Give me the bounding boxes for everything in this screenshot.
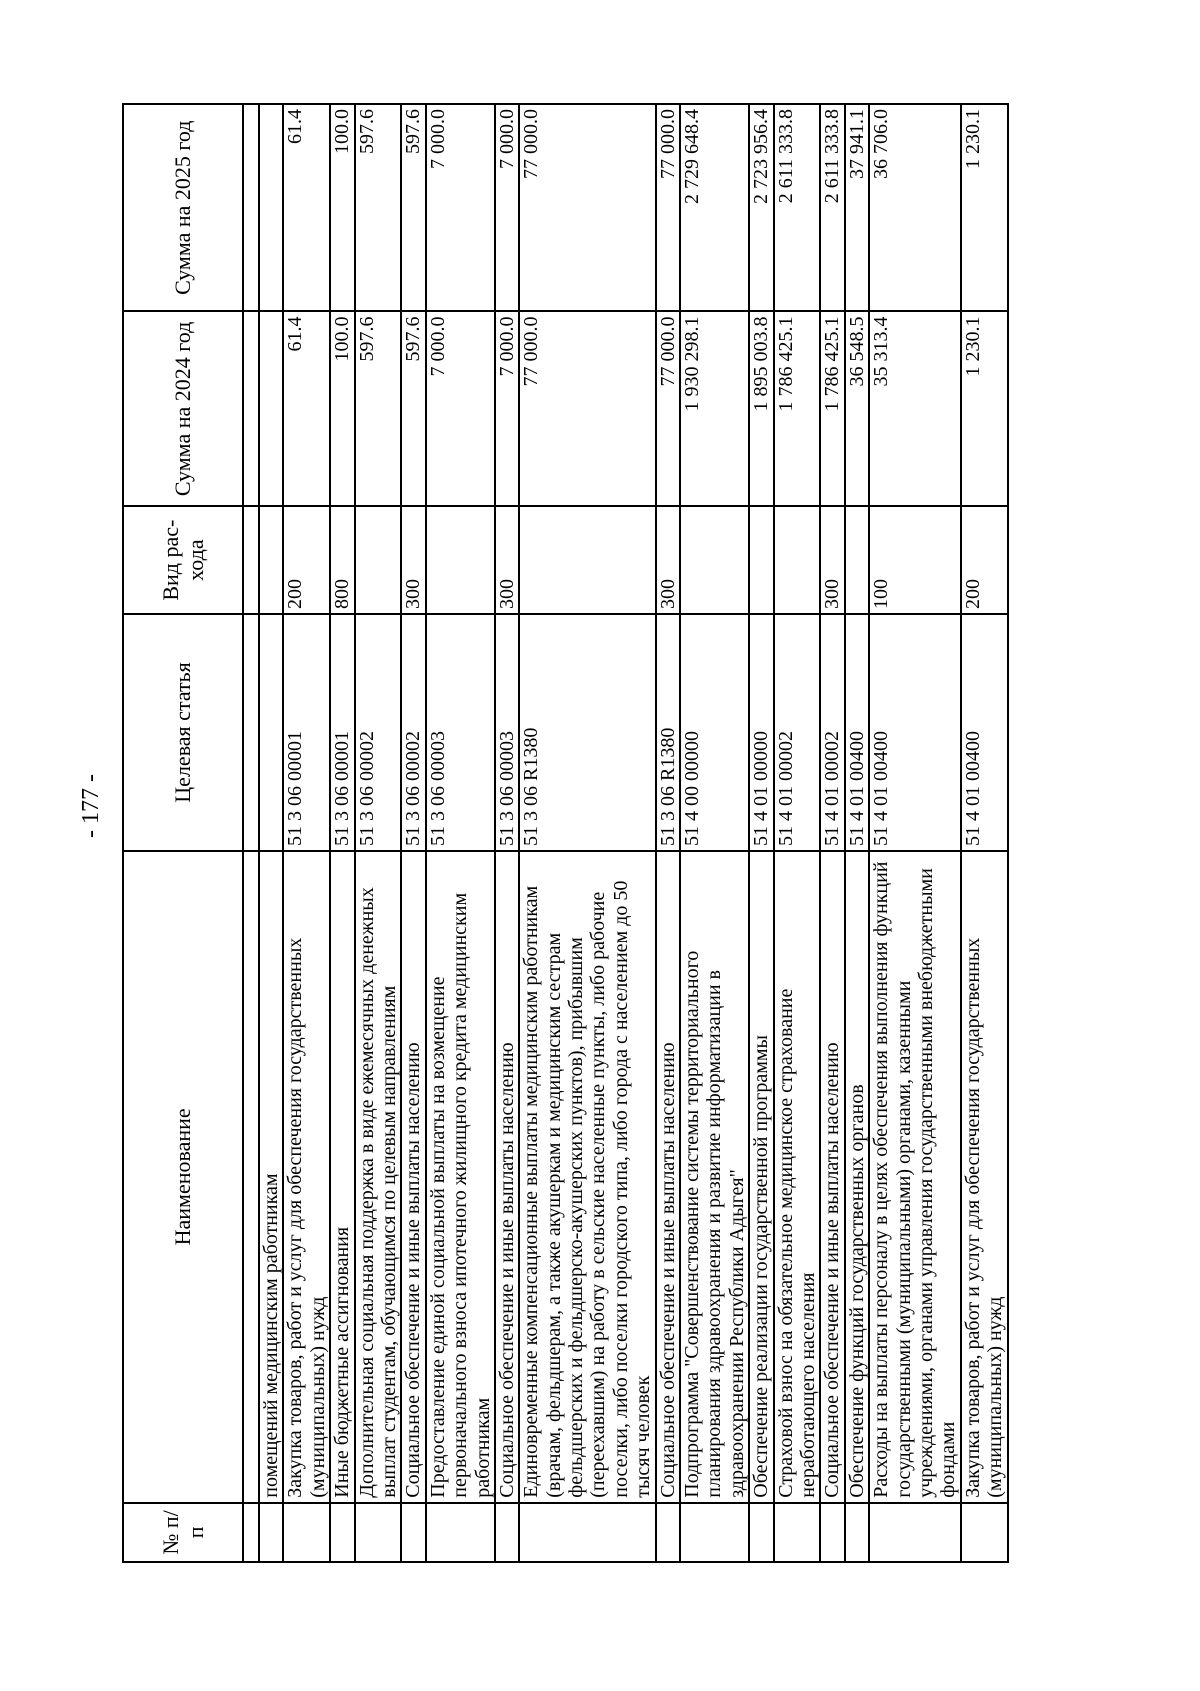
row-num xyxy=(355,1503,402,1562)
table-row xyxy=(259,104,283,1562)
table-row xyxy=(401,104,425,1562)
row-num xyxy=(749,1503,773,1562)
header-spacer-row xyxy=(243,104,259,1562)
row-article: 51 4 01 00000 xyxy=(749,614,773,851)
row-num xyxy=(426,1503,495,1562)
table-row xyxy=(355,104,402,1562)
header-article: Целевая статья xyxy=(123,614,243,851)
row-sum-2025: 2 729 648.4 xyxy=(680,104,749,311)
row-article: 51 3 06 00003 xyxy=(495,614,519,851)
row-name: помещений медицинским работникам xyxy=(259,851,283,1503)
row-sum-2025: 37 941.1 xyxy=(845,104,869,311)
table-row xyxy=(283,104,330,1562)
row-sum-2024: 77 000.0 xyxy=(519,311,655,506)
row-name: Дополнительная социальная поддержка в виде ежемесячных денежных выплат студентам, обучающимся по целевым направлениям xyxy=(355,851,402,1503)
row-sum-2024: 1 930 298.1 xyxy=(680,311,749,506)
budget-table xyxy=(122,103,1009,1563)
row-name: Социальное обеспечение и иные выплаты населению xyxy=(656,851,680,1503)
row-sum-2024: 36 548.5 xyxy=(845,311,869,506)
row-expense: 800 xyxy=(330,506,354,614)
table-header-row xyxy=(123,104,243,1562)
row-sum-2025: 1 230.1 xyxy=(961,104,1008,311)
table-row xyxy=(426,104,495,1562)
row-expense: 300 xyxy=(495,506,519,614)
row-article: 51 3 06 00002 xyxy=(401,614,425,851)
row-sum-2024: 1 230.1 xyxy=(961,311,1008,506)
row-expense: 200 xyxy=(961,506,1008,614)
row-article: 51 4 01 00400 xyxy=(845,614,869,851)
row-article: 51 4 01 00002 xyxy=(774,614,821,851)
row-name: Социальное обеспечение и иные выплаты населению xyxy=(820,851,844,1503)
row-sum-2024: 100.0 xyxy=(330,311,354,506)
row-sum-2024: 1 895 003.8 xyxy=(749,311,773,506)
row-sum-2024: 1 786 425.1 xyxy=(774,311,821,506)
header-sum-2024: Сумма на 2024 год xyxy=(123,311,243,506)
row-article: 51 3 06 R1380 xyxy=(656,614,680,851)
table-row xyxy=(495,104,519,1562)
row-name: Единовременные компенсационные выплаты медицинским работникам (врачам, фельдшерам, а также акушеркам и медицинским сестрам фельдшерских и фельдшерско-акушерских пунктов), прибывшим (переехавшим) на работу в сельские населенные пункты, либо рабочие поселки, либо поселки городского типа, либо города с населением до 50 тысяч человек xyxy=(519,851,655,1503)
table-row xyxy=(845,104,869,1562)
row-num xyxy=(845,1503,869,1562)
row-expense xyxy=(774,506,821,614)
row-article: 51 3 06 00001 xyxy=(330,614,354,851)
row-article: 51 4 01 00002 xyxy=(820,614,844,851)
row-name: Предоставление единой социальной выплаты на возмещение первоначального взноса ипотечного жилищного кредита медицинским работникам xyxy=(426,851,495,1503)
row-name: Подпрограмма "Совершенствование системы территориального планирования здравоохранения и развитие информатизации в здравоохранении Республики Адыгея" xyxy=(680,851,749,1503)
table-row xyxy=(330,104,354,1562)
table-row xyxy=(869,104,961,1562)
row-sum-2025: 597.6 xyxy=(355,104,402,311)
row-num xyxy=(401,1503,425,1562)
row-num xyxy=(495,1503,519,1562)
row-sum-2024: 61.4 xyxy=(283,311,330,506)
row-expense: 100 xyxy=(869,506,961,614)
row-num xyxy=(680,1503,749,1562)
row-sum-2024: 77 000.0 xyxy=(656,311,680,506)
row-article xyxy=(259,614,283,851)
row-name: Обеспечение реализации государственной программы xyxy=(749,851,773,1503)
row-article: 51 3 06 00001 xyxy=(283,614,330,851)
row-name: Иные бюджетные ассигнования xyxy=(330,851,354,1503)
row-num xyxy=(820,1503,844,1562)
row-expense xyxy=(426,506,495,614)
row-sum-2025 xyxy=(259,104,283,311)
row-num xyxy=(774,1503,821,1562)
row-expense xyxy=(355,506,402,614)
table-row xyxy=(519,104,655,1562)
row-sum-2024 xyxy=(259,311,283,506)
table-row xyxy=(680,104,749,1562)
table-row xyxy=(820,104,844,1562)
row-name: Социальное обеспечение и иные выплаты населению xyxy=(401,851,425,1503)
row-article: 51 3 06 00002 xyxy=(355,614,402,851)
header-expense: Вид рас- хода xyxy=(123,506,243,614)
row-sum-2025: 77 000.0 xyxy=(656,104,680,311)
header-name: Наименование xyxy=(123,851,243,1503)
row-sum-2025: 61.4 xyxy=(283,104,330,311)
row-expense xyxy=(680,506,749,614)
table-row xyxy=(774,104,821,1562)
row-num xyxy=(961,1503,1008,1562)
row-sum-2025: 100.0 xyxy=(330,104,354,311)
row-expense: 300 xyxy=(820,506,844,614)
row-expense xyxy=(519,506,655,614)
row-expense xyxy=(259,506,283,614)
row-article: 51 4 00 00000 xyxy=(680,614,749,851)
row-expense: 300 xyxy=(656,506,680,614)
header-num: № п/п xyxy=(123,1503,243,1562)
row-article: 51 3 06 00003 xyxy=(426,614,495,851)
table-row xyxy=(749,104,773,1562)
rotated-table-container xyxy=(122,103,1082,1563)
row-name: Закупка товаров, работ и услуг для обеспечения государственных (муниципальных) нужд xyxy=(961,851,1008,1503)
row-sum-2025: 7 000.0 xyxy=(495,104,519,311)
table-row xyxy=(961,104,1008,1562)
row-sum-2024: 597.6 xyxy=(355,311,402,506)
row-sum-2024: 7 000.0 xyxy=(495,311,519,506)
row-sum-2025: 2 611 333.8 xyxy=(774,104,821,311)
row-num xyxy=(519,1503,655,1562)
row-name: Закупка товаров, работ и услуг для обеспечения государственных (муниципальных) нужд xyxy=(283,851,330,1503)
row-num xyxy=(330,1503,354,1562)
row-name: Обеспечение функций государственных органов xyxy=(845,851,869,1503)
row-num xyxy=(283,1503,330,1562)
row-article: 51 4 01 00400 xyxy=(869,614,961,851)
table-body xyxy=(259,104,1008,1562)
row-article: 51 4 01 00400 xyxy=(961,614,1008,851)
table-row xyxy=(656,104,680,1562)
row-name: Страховой взнос на обязательное медицинское страхование неработающего населения xyxy=(774,851,821,1503)
header-sum-2025: Сумма на 2025 год xyxy=(123,104,243,311)
row-sum-2025: 2 723 956.4 xyxy=(749,104,773,311)
row-sum-2025: 597.6 xyxy=(401,104,425,311)
row-sum-2025: 7 000.0 xyxy=(426,104,495,311)
row-sum-2024: 1 786 425.1 xyxy=(820,311,844,506)
row-name: Социальное обеспечение и иные выплаты населению xyxy=(495,851,519,1503)
row-article: 51 3 06 R1380 xyxy=(519,614,655,851)
row-expense xyxy=(749,506,773,614)
row-num xyxy=(259,1503,283,1562)
row-num xyxy=(656,1503,680,1562)
row-name: Расходы на выплаты персоналу в целях обеспечения выполнения функций государственными (муниципальными) органами, казенными учреждениями, органами управления государственными внебюджетными фондами xyxy=(869,851,961,1503)
row-expense: 300 xyxy=(401,506,425,614)
row-expense xyxy=(845,506,869,614)
row-sum-2024: 597.6 xyxy=(401,311,425,506)
row-sum-2025: 2 611 333.8 xyxy=(820,104,844,311)
row-num xyxy=(869,1503,961,1562)
row-expense: 200 xyxy=(283,506,330,614)
row-sum-2025: 77 000.0 xyxy=(519,104,655,311)
page-number: - 177 - xyxy=(78,774,104,838)
row-sum-2024: 35 313.4 xyxy=(869,311,961,506)
row-sum-2025: 36 706.0 xyxy=(869,104,961,311)
row-sum-2024: 7 000.0 xyxy=(426,311,495,506)
